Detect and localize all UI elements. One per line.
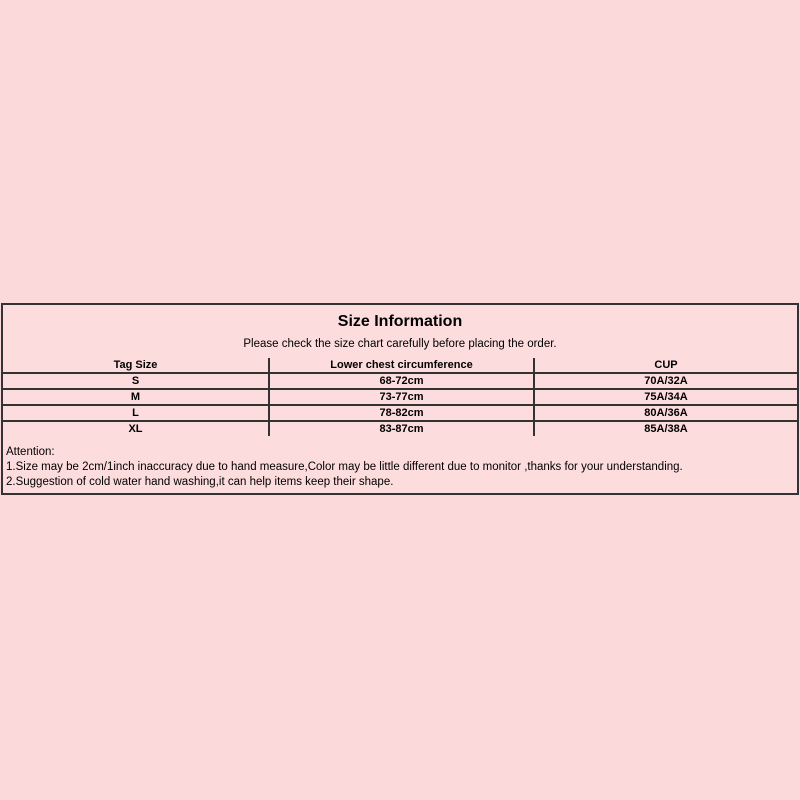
cell-cup: 85A/38A [534,421,797,436]
header-cell-cup: CUP [534,358,797,373]
size-info-subtitle: Please check the size chart carefully before placing the order. [243,338,557,350]
table-row-l [3,405,797,421]
cell-size: S [3,373,269,389]
size-info-panel [1,303,799,495]
cell-chest: 78-82cm [269,405,534,421]
cell-cup: 75A/34A [534,389,797,405]
table-row-xl [3,421,797,436]
cell-size: L [3,405,269,421]
attention-note-2: 2.Suggestion of cold water hand washing,it can help items keep their shape. [6,476,394,488]
cell-size: M [3,389,269,405]
size-info-title: Size Information [337,313,463,330]
cell-chest: 68-72cm [269,373,534,389]
cell-size: XL [3,421,269,436]
cell-cup: 70A/32A [534,373,797,389]
header-cell-lower-chest: Lower chest circumference [269,358,534,373]
table-row-m [3,389,797,405]
header-cell-tag-size: Tag Size [3,358,269,373]
attention-label: Attention: [6,446,55,458]
table-row-s [3,373,797,389]
cell-chest: 73-77cm [269,389,534,405]
size-table [3,358,797,436]
size-table-header-row [3,358,797,373]
cell-chest: 83-87cm [269,421,534,436]
cell-cup: 80A/36A [534,405,797,421]
attention-note-1: 1.Size may be 2cm/1inch inaccuracy due to hand measure,Color may be little different due to monitor ,thanks for your understanding. [6,461,683,473]
attention-block [3,436,797,493]
